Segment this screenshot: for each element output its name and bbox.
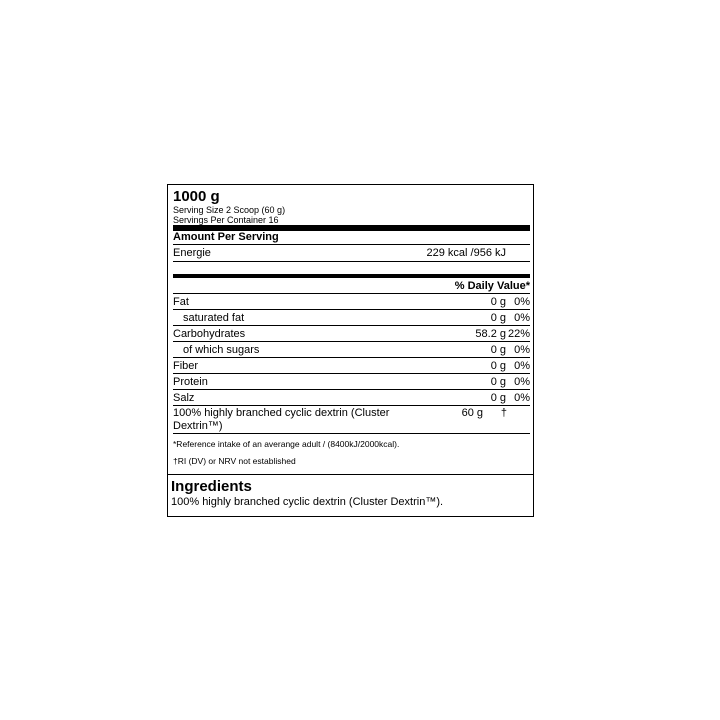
nutrient-daily-value: 0%	[514, 344, 530, 356]
serving-size: Serving Size 2 Scoop (60 g)	[173, 205, 286, 215]
reference-intake-footnote: *Reference intake of an averange adult / (8400kJ/2000kcal).	[173, 439, 400, 449]
nutrient-amount: 60 g	[461, 407, 483, 419]
nutrient-row	[173, 310, 530, 326]
dagger-footnote: †RI (DV) or NRV not established	[173, 456, 296, 466]
nutrient-daily-value: 0%	[514, 360, 530, 372]
nutrient-amount: 0 g	[490, 360, 506, 372]
nutrient-row	[173, 406, 530, 434]
nutrient-row	[173, 326, 530, 342]
nutrition-facts-panel	[173, 188, 530, 471]
nutrient-row	[173, 342, 530, 358]
nutrient-daily-value: 22%	[507, 328, 530, 340]
nutrient-name: Salz	[173, 392, 195, 404]
nutrient-daily-value: 0%	[514, 312, 530, 324]
nutrient-name: Protein	[173, 376, 208, 388]
nutrient-name: of which sugars	[183, 344, 260, 356]
nutrient-row	[173, 390, 530, 406]
nutrient-row	[173, 374, 530, 390]
ingredients-section	[168, 474, 533, 509]
nutrient-amount: 0 g	[490, 296, 506, 308]
nutrient-row	[173, 358, 530, 374]
ingredients-text: 100% highly branched cyclic dextrin (Cluster Dextrin™).	[171, 496, 444, 508]
nutrition-label	[167, 184, 534, 517]
nutrient-name: 100% highly branched cyclic dextrin (Cluster Dextrin™)	[173, 407, 390, 432]
amount-per-serving-heading: Amount Per Serving	[173, 231, 279, 243]
nutrient-daily-value: †	[500, 407, 507, 419]
energy-row	[173, 245, 530, 260]
nutrient-daily-value: 0%	[514, 392, 530, 404]
nutrient-daily-value: 0%	[514, 296, 530, 308]
nutrient-name: Fiber	[173, 360, 199, 372]
nutrient-name: saturated fat	[183, 312, 245, 324]
nutrient-amount: 0 g	[490, 392, 506, 404]
nutrient-amount: 0 g	[490, 376, 506, 388]
daily-value-header: % Daily Value*	[173, 278, 530, 294]
servings-per-container: Servings Per Container 16	[173, 215, 279, 225]
energy-label: Energie	[173, 247, 211, 259]
energy-value: 229 kcal /956 kJ	[426, 247, 506, 259]
nutrient-daily-value: 0%	[514, 376, 530, 388]
nutrient-row	[173, 294, 530, 310]
nutrient-amount: 0 g	[490, 344, 506, 356]
nutrient-name: Fat	[173, 296, 189, 308]
package-size-title: 1000 g	[173, 188, 220, 205]
ingredients-heading: Ingredients	[171, 478, 252, 495]
nutrient-amount: 0 g	[490, 312, 506, 324]
nutrient-name: Carbohydrates	[173, 328, 246, 340]
nutrient-amount: 58.2 g	[475, 328, 506, 340]
